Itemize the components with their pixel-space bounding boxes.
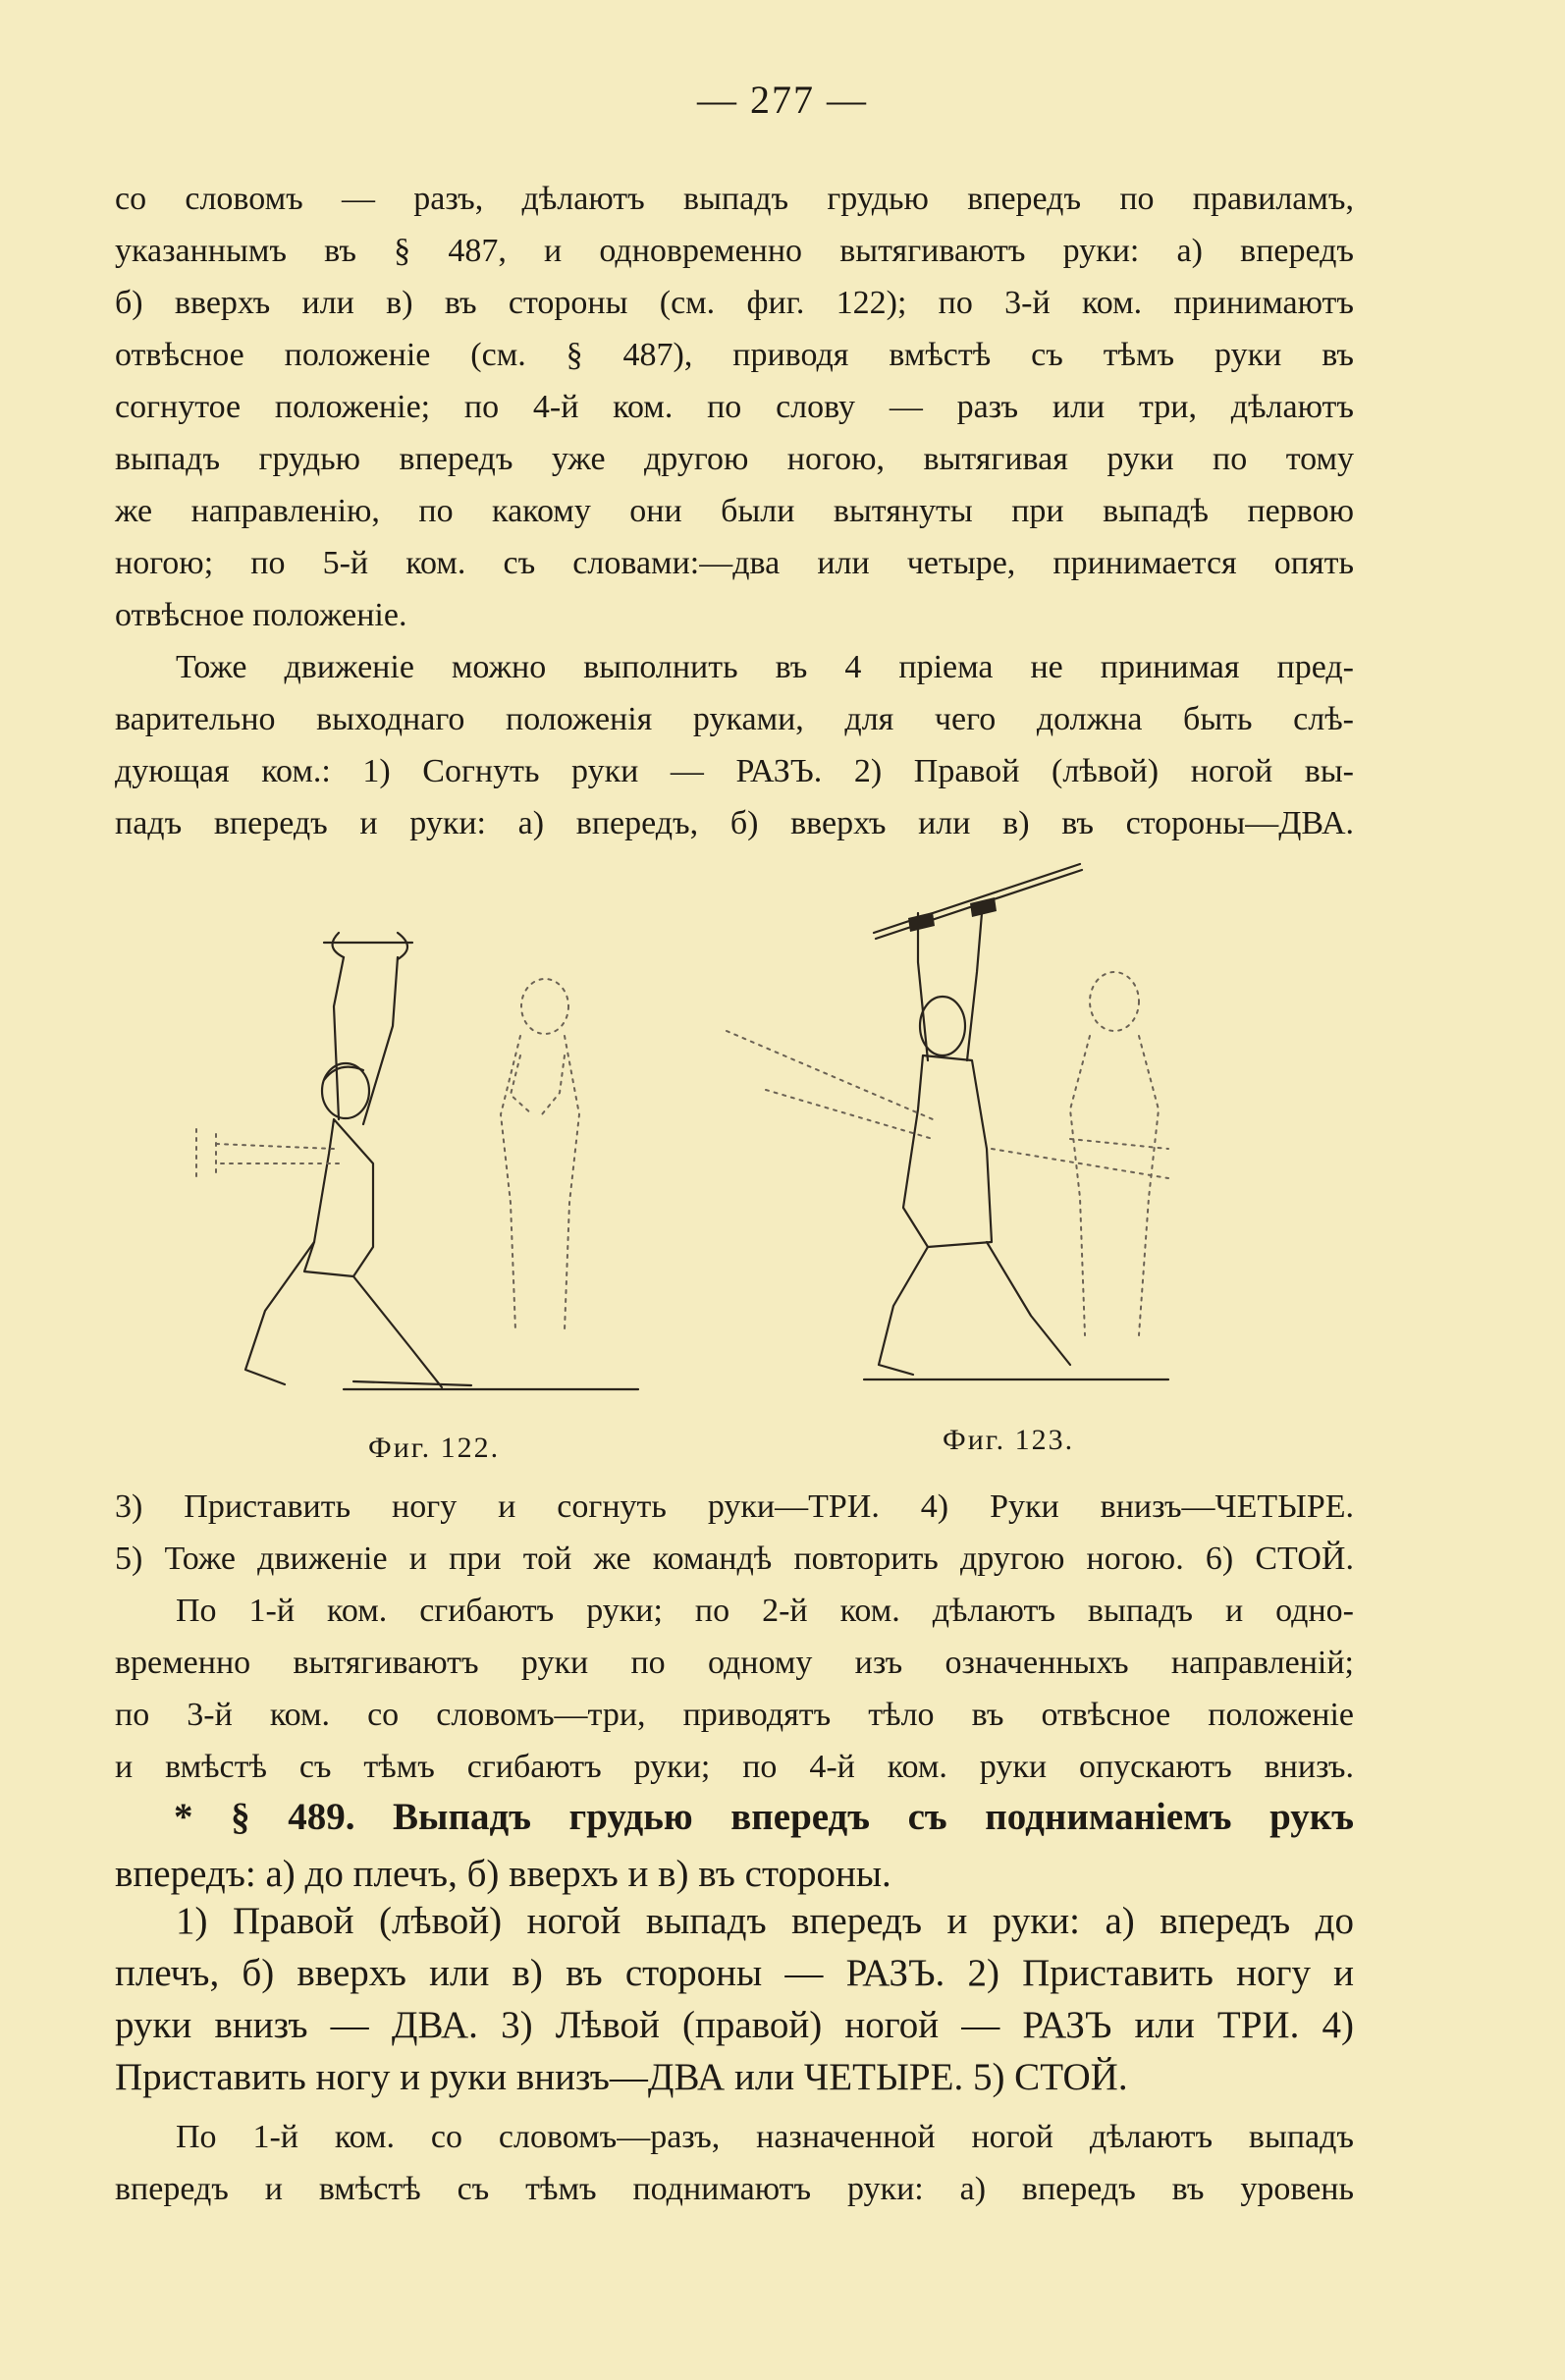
text-line: со словомъ — разъ, дѣлаютъ выпадъ грудью впередъ по правиламъ, bbox=[115, 181, 1354, 217]
text-line: же направленію, по какому они были вытянуты при выпадѣ первою bbox=[115, 493, 1354, 529]
text-line: отвѣсное положеніе (см. § 487), приводя вмѣстѣ съ тѣмъ руки въ bbox=[115, 337, 1354, 373]
text-line: Приставить ногу и руки внизъ—ДВА или ЧЕТЫРЕ. 5) СТОЙ. bbox=[115, 2056, 1128, 2098]
text-line: 3) Приставить ногу и согнуть руки—ТРИ. 4) Руки внизъ—ЧЕТЫРЕ. bbox=[115, 1488, 1354, 1525]
text-line: указаннымъ въ § 487, и одновременно вытягиваютъ руки: а) впередъ bbox=[115, 233, 1354, 269]
section-489-heading bbox=[115, 1789, 1354, 1903]
paragraph-5 bbox=[115, 1895, 1354, 2103]
paragraph-3 bbox=[115, 1481, 1354, 1585]
text-line: выпадъ грудью впередъ уже другою ногою, вытягивая руки по тому bbox=[115, 441, 1354, 477]
paragraph-2 bbox=[115, 641, 1354, 849]
text-line: падъ впередъ и руки: а) впередъ, б) вверхъ или в) въ стороны—ДВА. bbox=[115, 805, 1354, 841]
section-heading-line: * § 489. Выпадъ грудью впередъ съ подниманіемъ рукъ bbox=[174, 1796, 1354, 1838]
figure-123-illustration bbox=[707, 854, 1198, 1394]
figure-123-caption: Фиг. 123. bbox=[943, 1424, 1075, 1456]
text-line: по 3-й ком. со словомъ—три, приводятъ тѣло въ отвѣсное положеніе bbox=[115, 1697, 1354, 1733]
text-line: отвѣсное положеніе. bbox=[115, 597, 407, 633]
text-line: б) вверхъ или в) въ стороны (см. фиг. 122); по 3-й ком. принимаютъ bbox=[115, 285, 1354, 321]
paragraph-6 bbox=[115, 2111, 1354, 2215]
text-line: варительно выходнаго положенія руками, для чего должна быть слѣ- bbox=[115, 701, 1354, 737]
text-line: и вмѣстѣ съ тѣмъ сгибаютъ руки; по 4-й ком. руки опускаютъ внизъ. bbox=[115, 1749, 1354, 1785]
text-line: 5) Тоже движеніе и при той же командѣ повторить другою ногою. 6) СТОЙ. bbox=[115, 1541, 1354, 1577]
paragraph-1 bbox=[115, 173, 1354, 641]
figure-122-illustration bbox=[177, 918, 648, 1409]
text-line: руки внизъ — ДВА. 3) Лѣвой (правой) ногой — РАЗЪ или ТРИ. 4) bbox=[115, 2004, 1354, 2046]
page-number: — 277 — bbox=[697, 78, 868, 122]
text-line: согнутое положеніе; по 4-й ком. по слову — разъ или три, дѣлаютъ bbox=[115, 389, 1354, 425]
text-line: По 1-й ком. сгибаютъ руки; по 2-й ком. дѣлаютъ выпадъ и одно- bbox=[176, 1593, 1354, 1629]
text-line: плечъ, б) вверхъ или в) въ стороны — РАЗЪ. 2) Приставить ногу и bbox=[115, 1952, 1354, 1994]
figure-122-caption: Фиг. 122. bbox=[368, 1432, 501, 1464]
text-line: впередъ и вмѣстѣ съ тѣмъ поднимаютъ руки: а) впередъ въ уровень bbox=[115, 2171, 1354, 2207]
text-line: По 1-й ком. со словомъ—разъ, назначенной ногой дѣлаютъ выпадъ bbox=[176, 2119, 1354, 2155]
text-line: временно вытягиваютъ руки по одному изъ означенныхъ направленій; bbox=[115, 1645, 1354, 1681]
section-heading-line: впередъ: а) до плечъ, б) вверхъ и в) въ стороны. bbox=[115, 1853, 891, 1895]
text-line: дующая ком.: 1) Согнуть руки — РАЗЪ. 2) Правой (лѣвой) ногой вы- bbox=[115, 753, 1354, 789]
text-line: ногою; по 5-й ком. съ словами:—два или четыре, принимается опять bbox=[115, 545, 1354, 581]
paragraph-4 bbox=[115, 1585, 1354, 1793]
text-line: Тоже движеніе можно выполнить въ 4 пріема не принимая пред- bbox=[176, 649, 1354, 685]
text-line: 1) Правой (лѣвой) ногой выпадъ впередъ и руки: а) впередъ до bbox=[176, 1900, 1354, 1942]
